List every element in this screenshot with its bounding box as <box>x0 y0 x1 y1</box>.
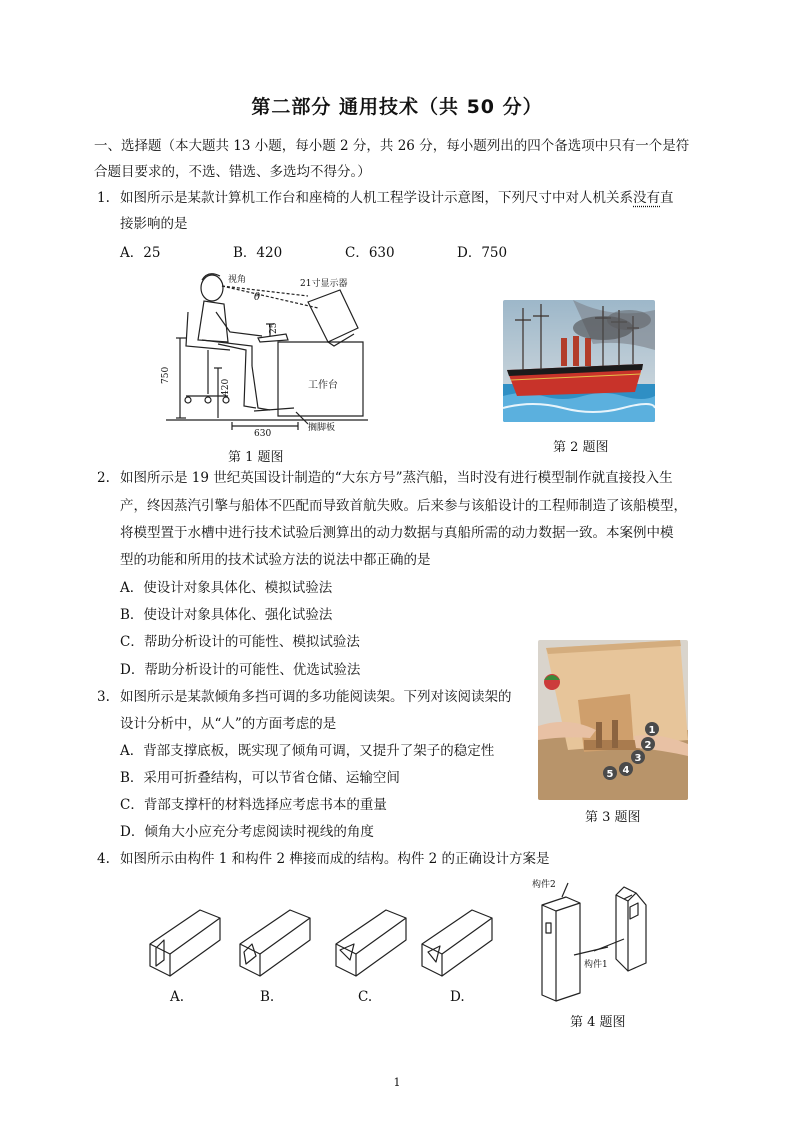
q2-line3: 将模型置于水槽中进行技术试验后测算出的动力数据与真船所需的动力数据一致。本案例中模 <box>120 525 674 541</box>
q3-marker-4: 4 <box>622 765 630 776</box>
q4-label-part1: 构件1 <box>584 960 608 970</box>
section-heading-line2: 合题目要求的，不选、错选、多选均不得分。） <box>94 164 371 180</box>
q4-options-figure <box>140 900 500 980</box>
q3-line2: 设计分析中，从“人”的方面考虑的是 <box>120 716 337 732</box>
q1-label-630: 630 <box>254 429 272 439</box>
q1-option-a: A．25 <box>120 245 161 261</box>
q1-figure-caption: 第 1 题图 <box>228 450 284 465</box>
q1-label-footrest: 搁脚板 <box>308 423 336 433</box>
q1-label-420: 420 <box>221 378 231 396</box>
q1-label-desk: 工作台 <box>308 380 338 391</box>
q3-option-b: B．采用可折叠结构，可以节省仓储、运输空间 <box>120 770 400 786</box>
q2-line4: 型的功能和所用的技术试验方法的说法中都正确的是 <box>120 552 431 568</box>
q1-option-c: C．630 <box>345 245 395 261</box>
q2-number: 2. <box>97 470 110 486</box>
q1-figure <box>158 268 378 440</box>
q2-line2: 产，终因蒸汽引擎与船体不匹配而导致首航失败。后来参与该船设计的工程师制造了该船模型， <box>120 498 687 514</box>
q4-option-c-label: C. <box>358 989 373 1005</box>
q2-option-a: A．使设计对象具体化、模拟试验法 <box>120 580 333 596</box>
q4-number: 4. <box>97 851 110 867</box>
q2-option-d: D．帮助分析设计的可能性、优选试验法 <box>120 662 361 678</box>
q1-option-b: B．420 <box>233 245 283 261</box>
q4-option-d-label: D. <box>450 989 465 1005</box>
q1-number: 1. <box>97 190 110 206</box>
q4-label-part2: 构件2 <box>532 880 556 890</box>
q2-ship-image <box>503 300 655 422</box>
page-title: 第二部分 通用技术（共 50 分） <box>251 96 543 118</box>
q3-marker-2: 2 <box>644 740 652 751</box>
q3-number: 3. <box>97 689 110 705</box>
q3-option-c: C．背部支撑杆的材料选择应考虑书本的重量 <box>120 797 387 813</box>
q2-figure-caption: 第 2 题图 <box>553 440 609 455</box>
q3-figure-caption: 第 3 题图 <box>585 810 641 825</box>
reading-stand-illustration <box>538 640 688 800</box>
q3-marker-1: 1 <box>648 725 656 736</box>
q4-text: 如图所示由构件 1 和构件 2 榫接而成的结构。构件 2 的正确设计方案是 <box>120 851 550 867</box>
q3-marker-5: 5 <box>606 769 614 780</box>
q4-figure-caption: 第 4 题图 <box>570 1015 626 1030</box>
q1-emphasis: 没有 <box>633 190 660 206</box>
q2-option-c: C．帮助分析设计的可能性、模拟试验法 <box>120 634 360 650</box>
q2-option-b: B．使设计对象具体化、强化试验法 <box>120 607 333 623</box>
q3-reading-stand-image <box>538 640 688 800</box>
q4-option-a-label: A. <box>170 989 185 1005</box>
q3-option-d: D．倾角大小应充分考虑阅读时视线的角度 <box>120 824 374 840</box>
q4-option-b-label: B. <box>260 989 275 1005</box>
q1-text-part-a: 如图所示是某款计算机工作台和座椅的人机工程学设计示意图，下列尺寸中对人机关系 <box>120 190 633 206</box>
q3-option-a: A．背部支撑底板，既实现了倾角可调，又提升了架子的稳定性 <box>120 743 495 759</box>
workstation-diagram <box>158 268 378 440</box>
q1-text-line2: 接影响的是 <box>120 216 188 232</box>
q1-text-line1 <box>120 188 674 208</box>
q1-label-view-angle: 视角 <box>228 275 247 285</box>
q1-text-part-b: 直 <box>660 190 674 206</box>
page-number: 1 <box>393 1076 401 1089</box>
q3-line1: 如图所示是某款倾角多挡可调的多功能阅读架。下列对该阅读架的 <box>120 689 512 705</box>
q1-label-monitor: 21寸显示器 <box>300 279 348 289</box>
section-heading-line1: 一、选择题（本大题共 13 小题，每小题 2 分，共 26 分，每小题列出的四个备选项中只有一个是符 <box>94 138 690 154</box>
q1-label-theta: θ <box>254 292 261 303</box>
q1-label-750: 750 <box>161 366 171 384</box>
q4-reference-figure <box>528 875 658 1005</box>
q1-option-d: D．750 <box>457 245 508 261</box>
steamship-illustration <box>503 300 655 422</box>
q3-marker-3: 3 <box>634 753 642 764</box>
q2-line1: 如图所示是 19 世纪英国设计制造的“大东方号”蒸汽船，当时没有进行模型制作就直接投入生 <box>120 470 673 486</box>
tenon-options-diagram <box>140 900 500 980</box>
tenon-structure-diagram <box>528 875 658 1005</box>
q1-label-25: 25 <box>269 322 279 334</box>
